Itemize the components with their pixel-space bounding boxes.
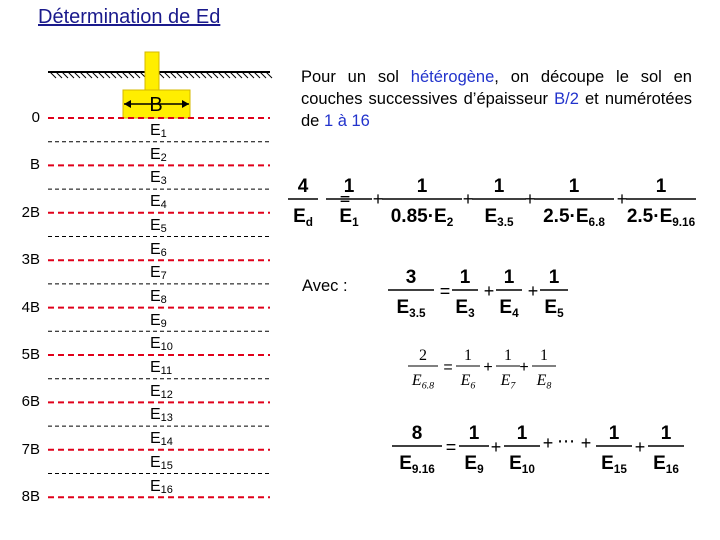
fraction (540, 267, 568, 320)
fraction (408, 347, 438, 392)
fraction (496, 347, 520, 392)
layer-modulus-label: $E_4$ (150, 193, 167, 212)
fraction-numerator: 8 (411, 423, 423, 444)
operator: + (519, 359, 529, 376)
operator: + (490, 437, 502, 457)
fraction-denominator: $E_{15}$ (601, 453, 627, 477)
fraction-numerator: 1 (343, 176, 355, 197)
operator: + (524, 189, 536, 209)
fraction-denominator: $E_8$ (536, 372, 552, 392)
fraction (392, 423, 442, 476)
fraction (459, 423, 489, 476)
layer-modulus-label: $E_7$ (150, 264, 167, 283)
fraction-numerator: 1 (416, 176, 428, 197)
fraction-denominator: $0.85\cdot E_2$ (390, 206, 454, 230)
fraction-denominator: $E_9$ (464, 453, 484, 477)
heterogeneous-word: hétérogène (410, 68, 495, 86)
fraction-denominator: $2.5\cdot E_{9.16}$ (626, 206, 696, 230)
fraction (504, 423, 540, 476)
fraction-denominator: $2.5\cdot E_{6.8}$ (543, 206, 605, 230)
fraction-numerator: 1 (540, 347, 548, 364)
depth-label: 8B (21, 488, 40, 506)
depth-label: 7B (21, 440, 40, 458)
fraction (496, 267, 522, 320)
operator: = (439, 281, 451, 301)
fraction-denominator: $E_{9.16}$ (399, 453, 435, 477)
fraction-numerator: 1 (504, 347, 512, 364)
fraction-numerator: 3 (405, 267, 417, 288)
fraction (534, 176, 614, 229)
fraction-denominator: $E_{3.5}$ (396, 297, 426, 321)
depth-label: 3B (21, 251, 40, 269)
fraction-numerator: 1 (660, 423, 672, 444)
fraction-denominator: $E_{10}$ (509, 453, 535, 477)
thickness-value: B/2 (554, 90, 579, 108)
fraction-denominator: $E_{6.8}$ (411, 372, 435, 392)
layer-modulus-label: $E_{13}$ (150, 406, 173, 425)
operator: = (339, 189, 351, 209)
layer-modulus-label: $E_8$ (150, 287, 167, 306)
layer-modulus-label: $E_{11}$ (150, 359, 173, 377)
fraction-numerator: 1 (655, 176, 667, 197)
fraction-denominator: $E_5$ (544, 297, 564, 321)
fraction (456, 347, 480, 392)
operator: + (372, 189, 384, 209)
fraction (472, 176, 526, 229)
fraction-denominator: $E_6$ (460, 372, 476, 392)
operator: + (634, 437, 646, 457)
fraction-denominator: $E_{3.5}$ (484, 206, 514, 230)
fraction-numerator: 1 (608, 423, 620, 444)
fraction-numerator: 1 (548, 267, 560, 288)
description-text: Pour un sol hétérogène, on découpe le sol en couches successives d’épaisseur B/2 et numérotées de 1 à 16 (301, 68, 692, 130)
footing-label: B (149, 94, 163, 116)
operator: + (542, 433, 554, 453)
layer-modulus-label: $E_{14}$ (150, 430, 173, 449)
layer-modulus-label: $E_{16}$ (150, 477, 173, 496)
fraction-numerator: 1 (459, 267, 471, 288)
fraction-numerator: 1 (464, 347, 472, 364)
operator: = (443, 359, 453, 376)
layer-modulus-label: $E_{15}$ (150, 453, 173, 472)
fraction-numerator: 1 (468, 423, 480, 444)
page-title: Détermination de Ed (38, 6, 221, 28)
fraction (648, 423, 684, 476)
layer-modulus-label: $E_9$ (150, 311, 167, 330)
depth-label: 6B (21, 393, 40, 411)
fraction (288, 176, 318, 229)
avec-label: Avec : (302, 277, 348, 295)
fraction (452, 267, 478, 320)
fraction (388, 267, 434, 320)
layer-modulus-label: $E_2$ (150, 145, 167, 164)
operator: + (483, 359, 493, 376)
fraction-denominator: $E_7$ (500, 372, 516, 392)
fraction (532, 347, 556, 392)
layer-modulus-label: $E_3$ (150, 169, 167, 188)
fraction-numerator: 1 (503, 267, 515, 288)
layer-modulus-label: $E_1$ (150, 122, 167, 140)
fraction-numerator: 4 (297, 176, 309, 197)
operator: + (462, 189, 474, 209)
fraction-numerator: 1 (493, 176, 505, 197)
depth-label: 4B (21, 298, 40, 316)
fraction-numerator: 1 (516, 423, 528, 444)
fraction-denominator: $E_{16}$ (653, 453, 679, 477)
fraction-denominator: $E_1$ (339, 206, 359, 230)
fraction-denominator: $E_3$ (455, 297, 475, 321)
layer-modulus-label: $E_6$ (150, 240, 167, 259)
operator: + (483, 281, 495, 301)
depth-label: 5B (21, 346, 40, 363)
fraction (382, 176, 462, 229)
depth-label: 0 (31, 109, 40, 126)
fraction-numerator: 1 (568, 176, 580, 197)
operator: + (580, 433, 592, 453)
depth-label: 2B (21, 203, 40, 221)
layer-modulus-label: $E_{12}$ (150, 382, 173, 401)
layer-range: 1 à 16 (323, 112, 370, 130)
operator: + (616, 189, 628, 209)
fraction-denominator: $E_4$ (499, 297, 519, 321)
layer-modulus-label: $E_5$ (150, 216, 167, 235)
fraction-numerator: 2 (419, 347, 427, 364)
operator: = (445, 437, 457, 457)
fraction-denominator: $E_d$ (293, 206, 313, 230)
depth-label: B (29, 156, 40, 174)
fraction (626, 176, 696, 229)
layer-modulus-label: $E_{10}$ (150, 335, 173, 354)
operator: + (527, 281, 539, 301)
ellipsis: ⋯ (557, 431, 575, 452)
fraction (596, 423, 632, 476)
